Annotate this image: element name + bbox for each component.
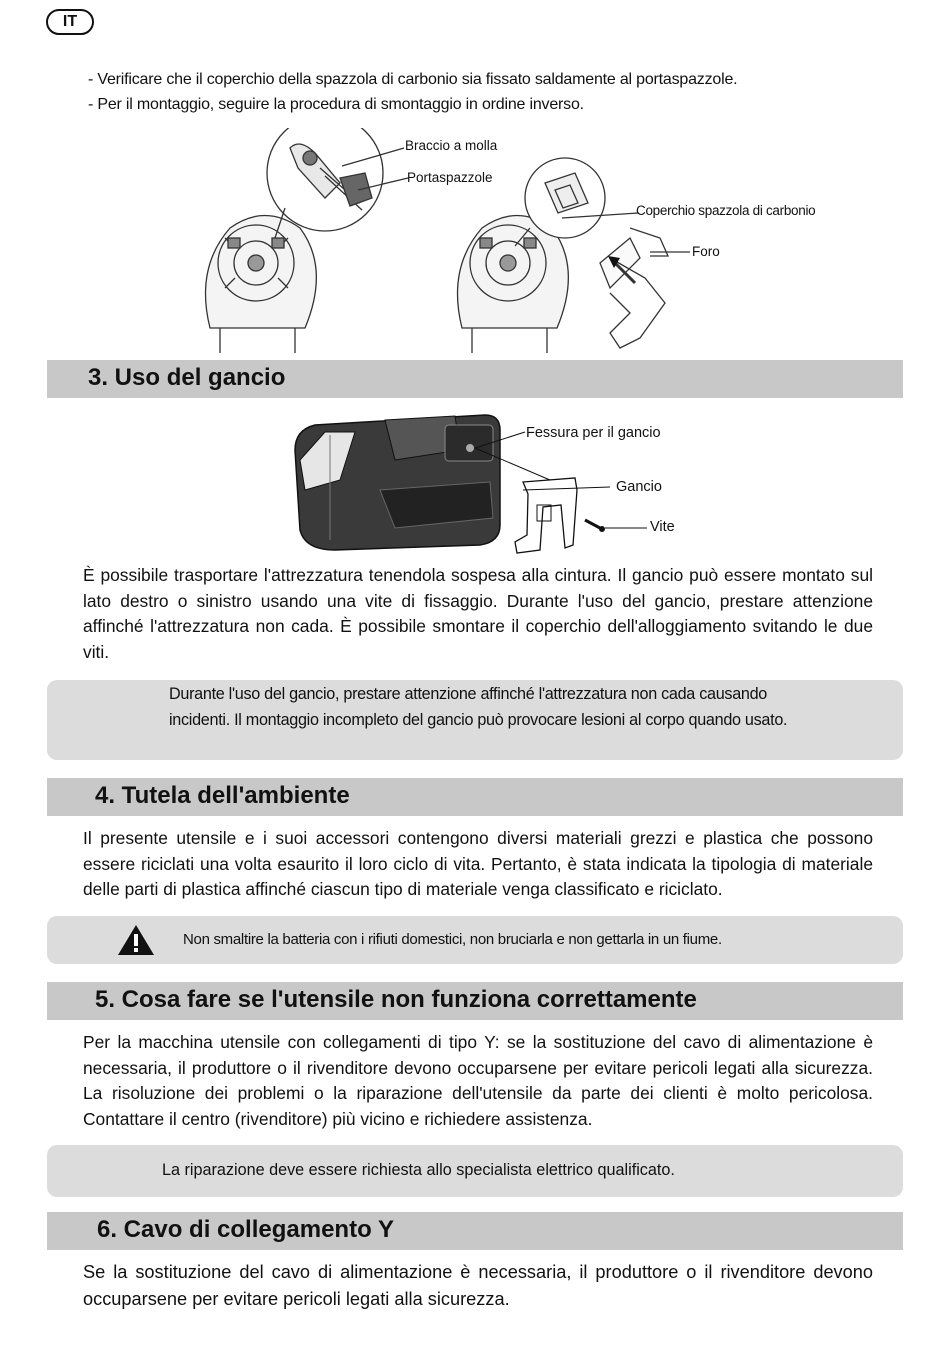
section-6-header: [47, 1212, 903, 1250]
section-4-warning: [47, 916, 903, 964]
label-hook-slot: Fessura per il gancio: [526, 425, 661, 441]
section-6-body: Se la sostituzione del cavo di alimentazione è necessaria, il produttore o il rivenditore devono occuparsene per evitare pericoli legati alla sicurezza.: [83, 1262, 873, 1309]
section-5-header: [47, 982, 903, 1020]
section-3-note: [47, 680, 903, 760]
label-screw: Vite: [650, 519, 675, 535]
brush-holder-diagram: [190, 128, 840, 356]
intro-bullet-1: - Verificare che il coperchio della spazzola di carbonio sia fissato saldamente al portaspazzole.: [88, 71, 738, 88]
label-hole: Foro: [692, 244, 720, 259]
intro-bullet-2: - Per il montaggio, seguire la procedura di smontaggio in ordine inverso.: [88, 96, 584, 113]
language-badge: IT: [46, 9, 94, 35]
warning-triangle-icon: [117, 924, 155, 956]
section-6-title: 6. Cavo di collegamento Y: [97, 1216, 394, 1243]
section-4-title: 4. Tutela dell'ambiente: [95, 782, 350, 809]
section-4-body: Il presente utensile e i suoi accessori contengono diversi materiali grezzi e plastica che possono essere riciclati una volta esaurito il loro ciclo di vita. Pertanto, è stata indicata la tipologia di materiale delle parti di plastica affinché ciascun tipo di materiale venga classificato e riciclato.: [83, 828, 873, 899]
section-4-warning-text: Non smaltire la batteria con i rifiuti domestici, non bruciarla e non gettarla in un fiume.: [183, 931, 722, 948]
section-3-note-text: Durante l'uso del gancio, prestare attenzione affinché l'attrezzatura non cada causando incidenti. Il montaggio incompleto del gancio può provocare lesioni al corpo quando usato.: [169, 685, 788, 729]
label-spring-arm: Braccio a molla: [405, 138, 498, 153]
section-3-body: È possibile trasportare l'attrezzatura tenendola sospesa alla cintura. Il gancio può essere montato sul lato destro o sinistro usando una vite di fissaggio. Durante l'uso del gancio, prestare attenzione affinché l'attrezzatura non cada. È possibile smontare il coperchio dell'alloggiamento svitando le due viti.: [83, 565, 873, 662]
label-hook: Gancio: [616, 479, 662, 495]
label-brush-cover: Coperchio spazzola di carbonio: [636, 203, 816, 218]
section-3-title: 3. Uso del gancio: [88, 364, 286, 391]
section-4-header: [47, 778, 903, 816]
section-3-header: [47, 360, 903, 398]
section-5-title: 5. Cosa fare se l'utensile non funziona correttamente: [95, 986, 697, 1013]
section-5-note-text: La riparazione deve essere richiesta allo specialista elettrico qualificato.: [162, 1161, 675, 1179]
label-brush-holder: Portaspazzole: [407, 170, 493, 185]
section-5-body: Per la macchina utensile con collegamenti di tipo Y: se la sostituzione del cavo di alimentazione è necessaria, il produttore o il rivenditore devono occuparsene per evitare pericoli legati alla sicurezza. La risoluzione dei problemi o la riparazione dell'utensile da parte dei clienti è molto pericolosa. Contattare il centro (rivenditore) più vicino e richiedere assistenza.: [83, 1032, 873, 1129]
section-5-note: [47, 1145, 903, 1197]
